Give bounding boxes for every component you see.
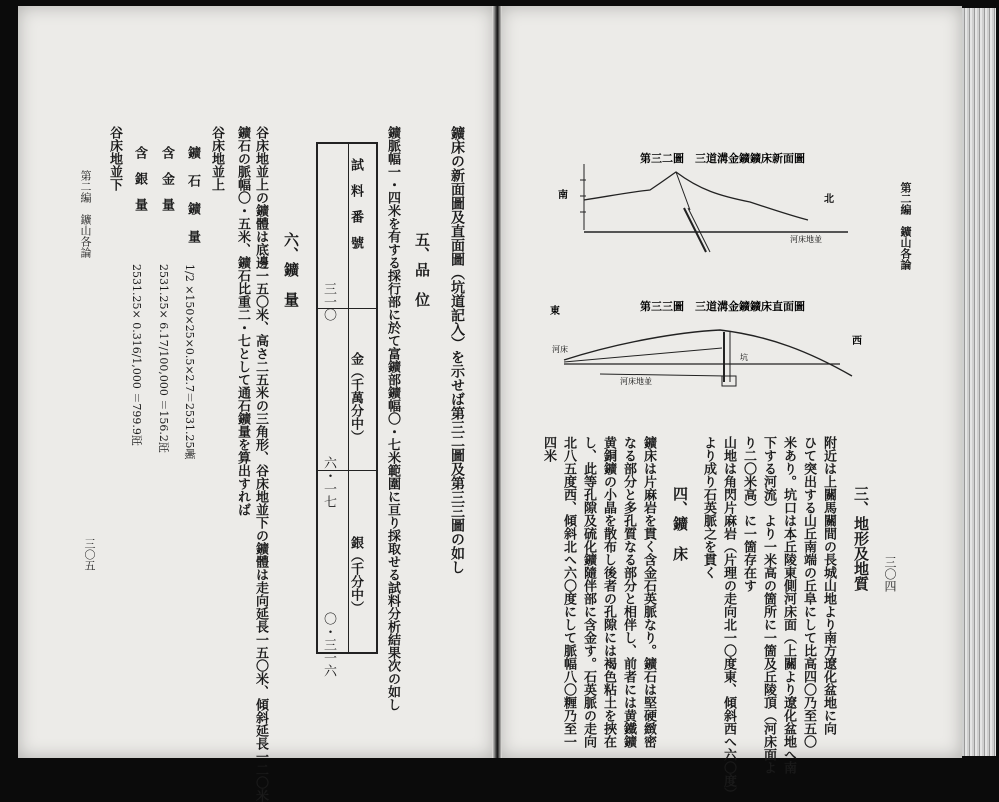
section6-heading: 六、鑛 量: [282, 232, 300, 307]
silver-label: 含 銀 量: [132, 146, 147, 211]
section4-line-1: 鑛床は片麻岩を貫く含金石英脈なり。鑛石は堅硬緻密: [641, 436, 656, 748]
figure-33-diagram: [540, 292, 870, 402]
figure-33-west-label: 西: [852, 336, 862, 347]
table-silver-value: 〇・三一六: [321, 612, 336, 677]
section4-line-2: なる部分と多孔質なる部分と相伴し、前者には黄鐵鑛: [621, 436, 636, 748]
table-header-sample-no: 試 料 番 號: [348, 158, 363, 249]
section4-line-6: 四米: [541, 436, 556, 462]
figure-33-east-label: 東: [550, 306, 560, 317]
left-footer-chapter: 第二編 鑛山各論: [79, 170, 92, 258]
figure-32-south-label: 南: [558, 190, 568, 201]
section3-heading: 三、地形及地質: [852, 486, 870, 591]
figure-32-north-label: 北: [824, 194, 834, 205]
gold-formula: 2531.25× 6.17/100,000 ＝156.2瓩: [157, 264, 170, 453]
section6-text-2: 鑛石の脈幅〇・五米、鑛石比重二・七として通石鑛量を算出すれば: [235, 126, 250, 516]
section5-heading: 五、品 位: [413, 232, 431, 307]
assay-table: [316, 142, 378, 654]
section6-text-1: 谷床地並上の鑛體は底邊一五〇米、高さ二五米の三角形、谷床地並下の鑛體は走向延長一五〇米、傾斜延長一二〇米: [253, 126, 268, 802]
table-header-silver: 銀（千分中）: [348, 536, 363, 614]
section5-text: 鑛脈幅一・四米を有する採行部に於て富鑛部鑛幅〇・七米範圍に亘り採取せる試料分析結果次の如し: [385, 126, 400, 711]
sub-lower: 谷床地並下: [107, 126, 122, 191]
left-page-number: 三〇五: [83, 538, 96, 571]
section4-heading: 四、鑛 床: [671, 486, 689, 561]
section3-line-2: ひて突出する山丘南端の丘阜にして比高四〇乃至五〇: [801, 436, 816, 748]
table-sample-no: 三一〇: [321, 282, 336, 321]
table-header-gold: 金（千萬分中）: [348, 352, 363, 443]
section3-line-1: 附近は上關馬關間の長城山地より南方遼化盆地に向: [821, 436, 836, 735]
section3-line-6: 山地は角閃片麻岩（片理の走向北一〇度東、傾斜西へ六〇度）: [721, 436, 736, 800]
table-gold-value: 六・一七: [321, 456, 336, 508]
figure-32-diagram: [550, 140, 850, 260]
section4-line-3: 黄銅鑛の小晶を散布し後者の孔隙には褐色粘土を挾在: [601, 436, 616, 748]
book-gutter: [492, 6, 502, 758]
section3-line-3: 米あり。坑口は本丘陵東側河床面（上關より遼化盆地へ南: [781, 436, 796, 774]
silver-formula: 2531.25× 0.316/1,000 ＝799.9瓩: [130, 264, 143, 446]
section-heading-caption: 鑛床の新面圖及直面圖（坑道記入）を示せば第三二圖及第三三圖の如し: [449, 126, 465, 574]
page-edges: [962, 8, 996, 756]
section4-line-5: 北八五度西、傾斜北へ六〇度にして脈幅八〇糎乃至一: [561, 436, 576, 748]
ore-label: 鑛 石 鑛 量: [185, 146, 200, 243]
figure-32-title: 第三二圖 三道溝金鑛鑛床新面圖: [640, 152, 805, 165]
ore-formula: 1/2 ×150×25×0.5×2.7＝2531.25噸: [183, 264, 196, 460]
figure-32-river-label: 河床地並: [790, 235, 822, 244]
section3-line-4: 下する河流）より一米高の箇所に一箇及丘陵頂（河床面よ: [761, 436, 776, 774]
figure-33-adit-label: 坑: [740, 353, 748, 362]
right-page-number: 三〇四: [883, 556, 897, 592]
section4-line-4: し、此等孔隙及硫化鑛隨伴部に含金す。石英脈の走向: [581, 436, 596, 748]
figure-33-title: 第三三圖 三道溝金鑛鑛床直面圖: [640, 300, 805, 313]
gold-label: 含 金 量: [159, 146, 174, 211]
figure-33-river-mouth-label: 河床: [552, 345, 568, 354]
figure-33-level-label: 河床地並: [620, 377, 652, 386]
sub-upper: 谷床地並上: [209, 126, 224, 191]
right-header-chapter: 第二編 鑛山各論: [899, 182, 912, 270]
section3-line-7: より成り石英脈之を貫く: [701, 436, 716, 579]
section3-line-5: り二〇米高）に一箇存在す: [741, 436, 756, 592]
